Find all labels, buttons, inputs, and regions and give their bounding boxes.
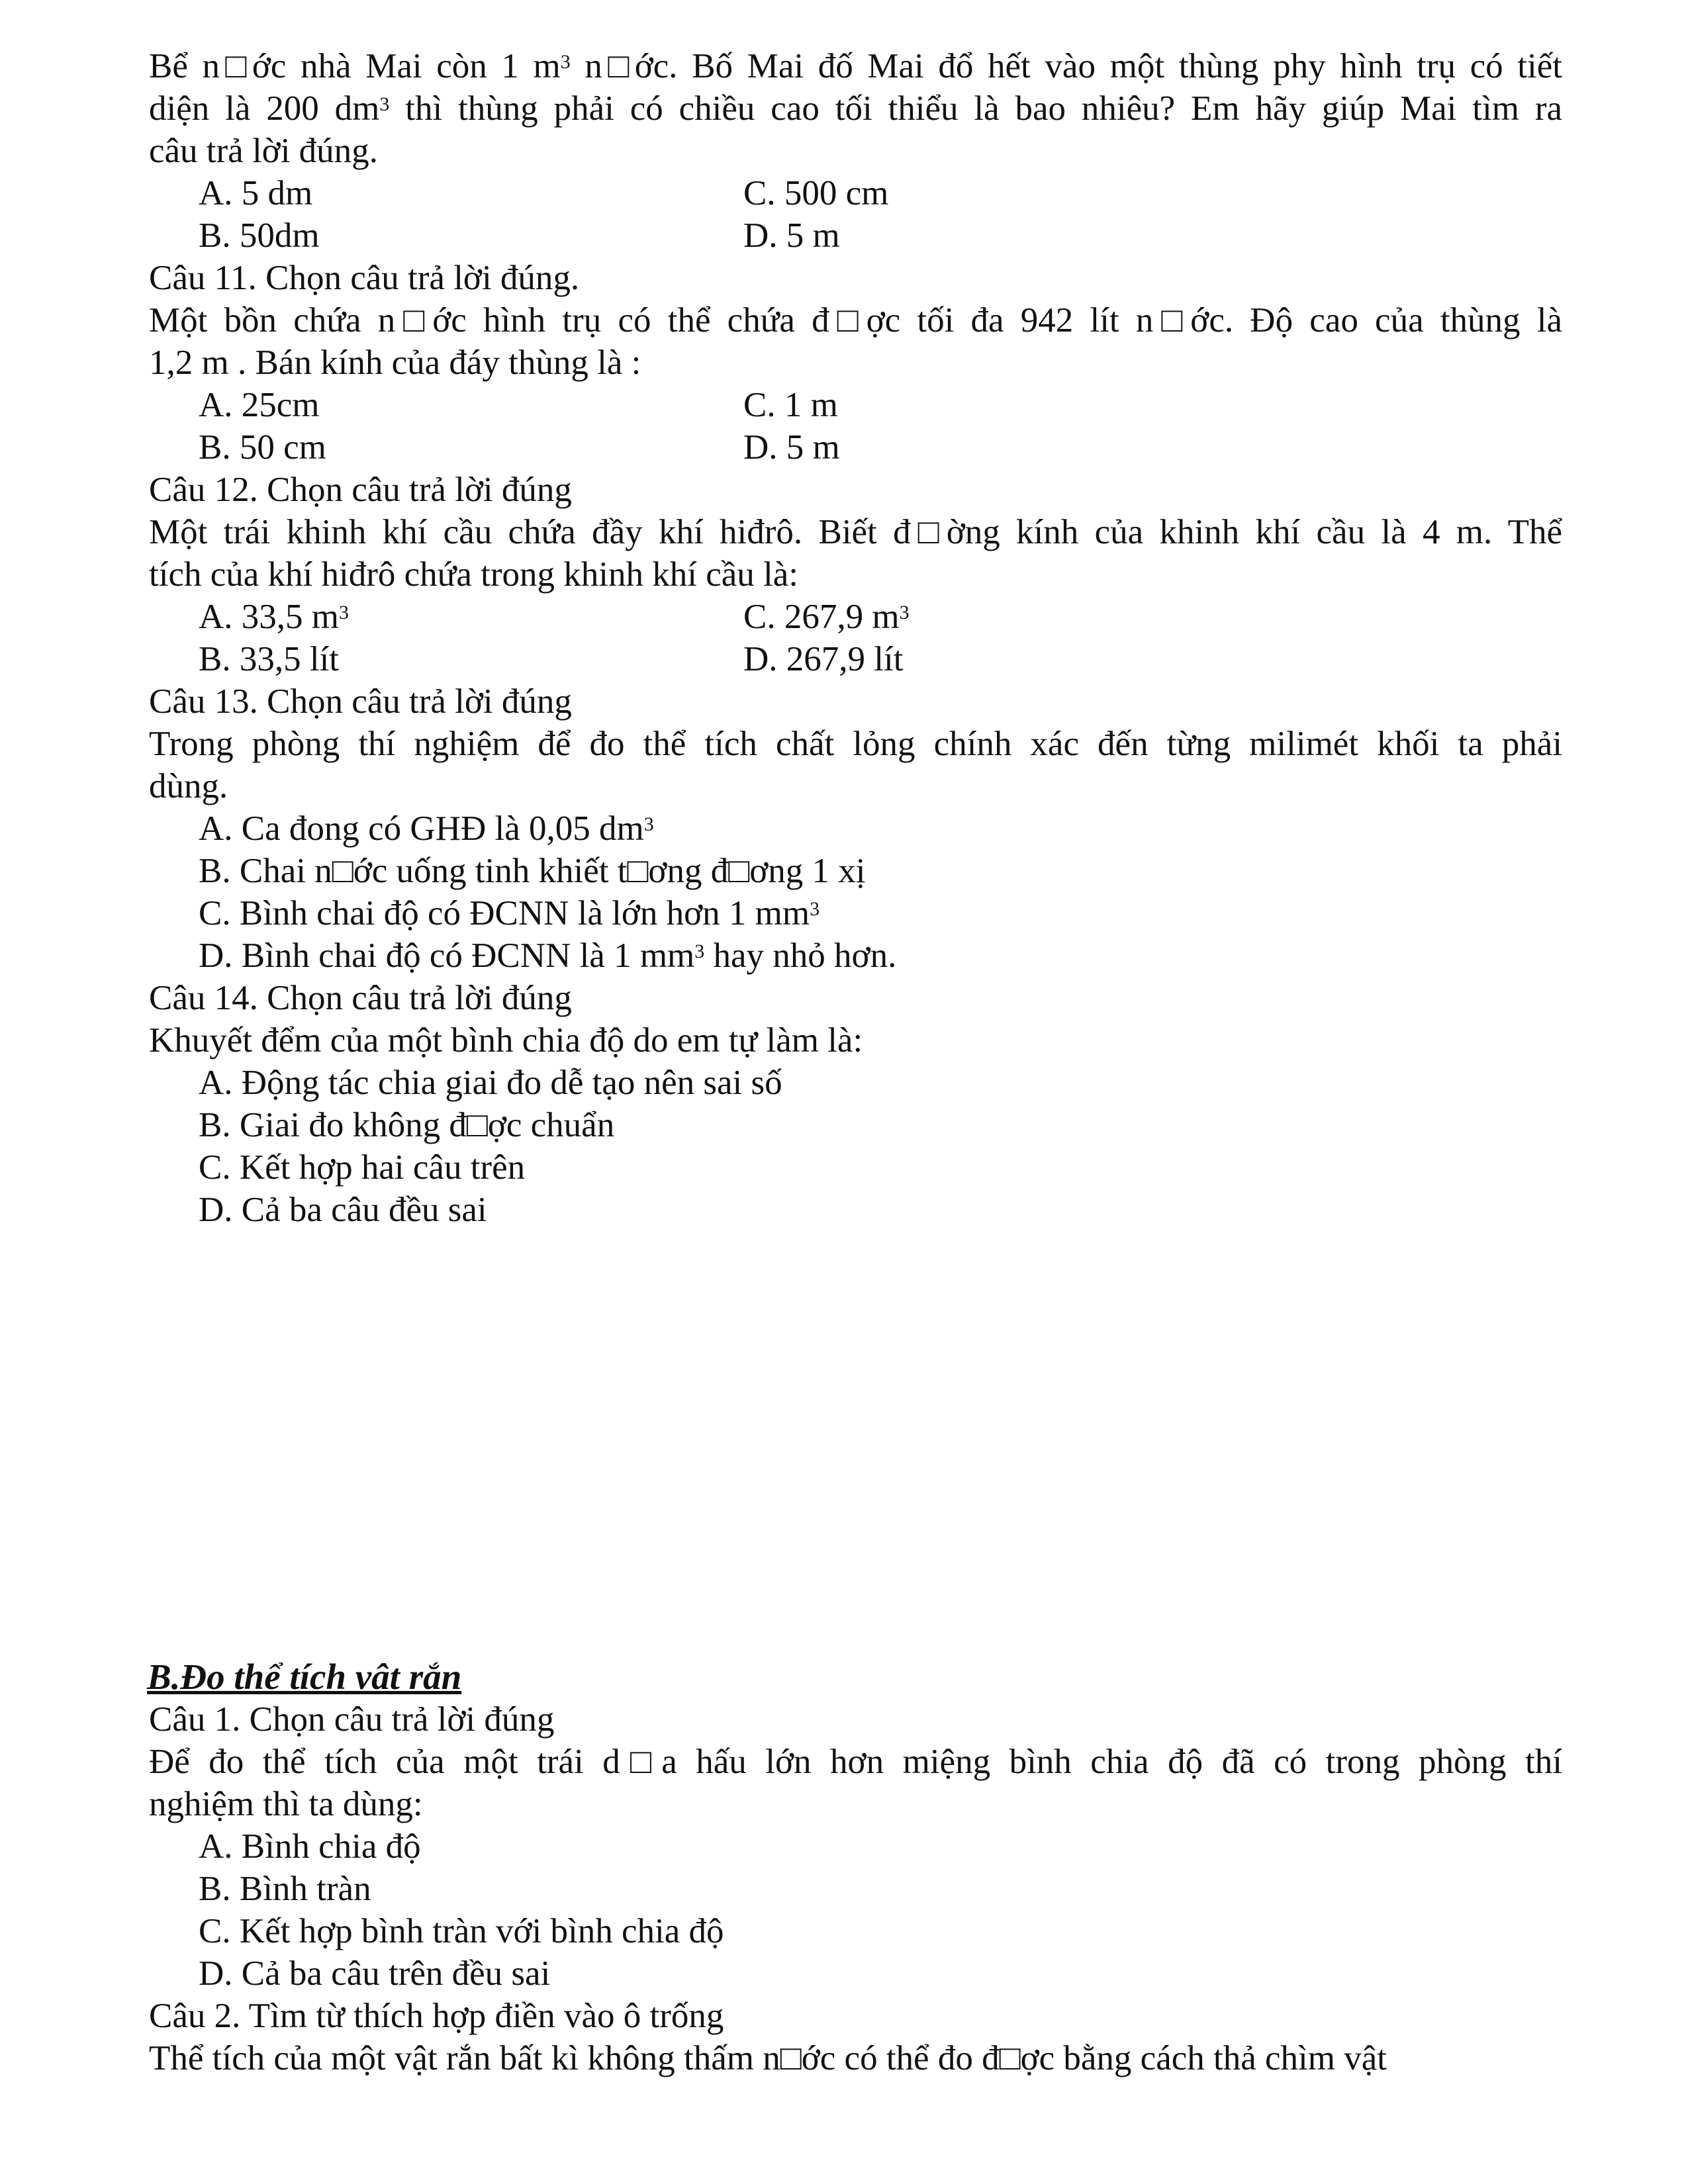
q12-option-d: D. 267,9 lít [743, 640, 904, 678]
intro-line-2: diện là 200 $dm^3$ thì thùng phải có chiều cao tối thiểu là bao nhiêu? Em hãy giúp Mai tìm ra [149, 89, 1562, 128]
q11-option-d: D. 5 m [743, 428, 840, 467]
q11-line-2: 1,2 m . Bán kính của đáy thùng là : [149, 343, 641, 382]
q13-line-1: Trong phòng thí nghiệm để đo thể tích chất lỏng chính xác đến từng milimét khối ta phải [149, 725, 1562, 763]
sb-q1-line-1: Để đo thể tích của một trái d□a hấu lớn hơn miệng bình chia độ đã có trong phòng thí [149, 1743, 1562, 1781]
intro-option-c: C. 500 cm [743, 174, 889, 212]
intro-line-1: Bể n□ớc nhà Mai còn 1 $m^3$ n□ớc. Bố Mai đố Mai đổ hết vào một thùng phy hình trụ có tiết [149, 47, 1562, 85]
intro-option-b: B. 50dm [199, 216, 320, 255]
intro-option-a: A. 5 dm [199, 174, 313, 212]
sb-q1-option-d: D. Cả ba câu trên đều sai [199, 1954, 551, 1993]
q11-option-c: C. 1 m [743, 386, 838, 424]
sb-q1-line-2: nghiệm thì ta dùng: [149, 1785, 423, 1823]
q14-option-c: C. Kết hợp hai câu trên [199, 1148, 526, 1187]
q14-option-a: A. Động tác chia giai đo dễ tạo nên sai số [199, 1064, 782, 1102]
sb-q1-option-a: A. Bình chia độ [199, 1827, 421, 1866]
q11-line-1: Một bồn chứa n□ớc hình trụ có thể chứa đ□ợc tối đa 942 lít n□ớc. Độ cao của thùng là [149, 301, 1562, 340]
intro-option-d: D. 5 m [743, 216, 840, 255]
q13-option-a: A. Ca đong có GHĐ là 0,05 $dm^3$ [199, 809, 654, 848]
q12-title: Câu 12. Chọn câu trả lời đúng [149, 471, 572, 509]
q14-option-d: D. Cả ba câu đều sai [199, 1191, 487, 1229]
sb-q1-option-b: B. Bình tràn [199, 1870, 371, 1908]
sb-q1-option-c: C. Kết hợp bình tràn với bình chia độ [199, 1912, 724, 1950]
q13-title: Câu 13. Chọn câu trả lời đúng [149, 682, 572, 721]
intro-line-3: câu trả lời đúng. [149, 132, 378, 170]
q14-option-b: B. Giai đo không đ□ợc chuẩn [199, 1106, 615, 1144]
q13-line-2: dùng. [149, 767, 228, 805]
sb-q2-title: Câu 2. Tìm từ thích hợp điền vào ô trống [149, 1997, 724, 2035]
q12-option-c: C. 267,9 $m^3$ [743, 598, 910, 636]
sb-q1-title: Câu 1. Chọn câu trả lời đúng [149, 1700, 555, 1739]
q12-line-1: Một trái khinh khí cầu chứa đầy khí hiđrô. Biết đ□ờng kính của khinh khí cầu là 4 m. Thể [149, 513, 1562, 551]
q13-option-d: D. Bình chai độ có ĐCNN là 1 $mm^3$ hay nhỏ hơn. [199, 936, 897, 975]
q13-option-b: B. Chai n□ớc uống tinh khiết t□ơng đ□ơng 1 xị [199, 852, 866, 890]
q12-line-2: tích của khí hiđrô chứa trong khinh khí cầu là: [149, 555, 798, 594]
section-b-heading: B.Đo thể tích vât rắn [147, 1657, 462, 1697]
q12-option-a: A. 33,5 $m^3$ [199, 598, 349, 636]
q11-option-b: B. 50 cm [199, 428, 326, 467]
q11-option-a: A. 25cm [199, 386, 320, 424]
sb-q2-line-1: Thể tích của một vật rắn bất kì không thấm n□ớc có thể đo đ□ợc bằng cách thả chìm vật [149, 2039, 1387, 2077]
q11-title: Câu 11. Chọn câu trả lời đúng. [149, 259, 580, 297]
q13-option-c: C. Bình chai độ có ĐCNN là lớn hơn 1 $mm^3$ [199, 894, 820, 933]
q14-line-1: Khuyết đểm của một bình chia độ do em tự làm là: [149, 1021, 863, 1060]
q12-option-b: B. 33,5 lít [199, 640, 340, 678]
q14-title: Câu 14. Chọn câu trả lời đúng [149, 979, 572, 1017]
